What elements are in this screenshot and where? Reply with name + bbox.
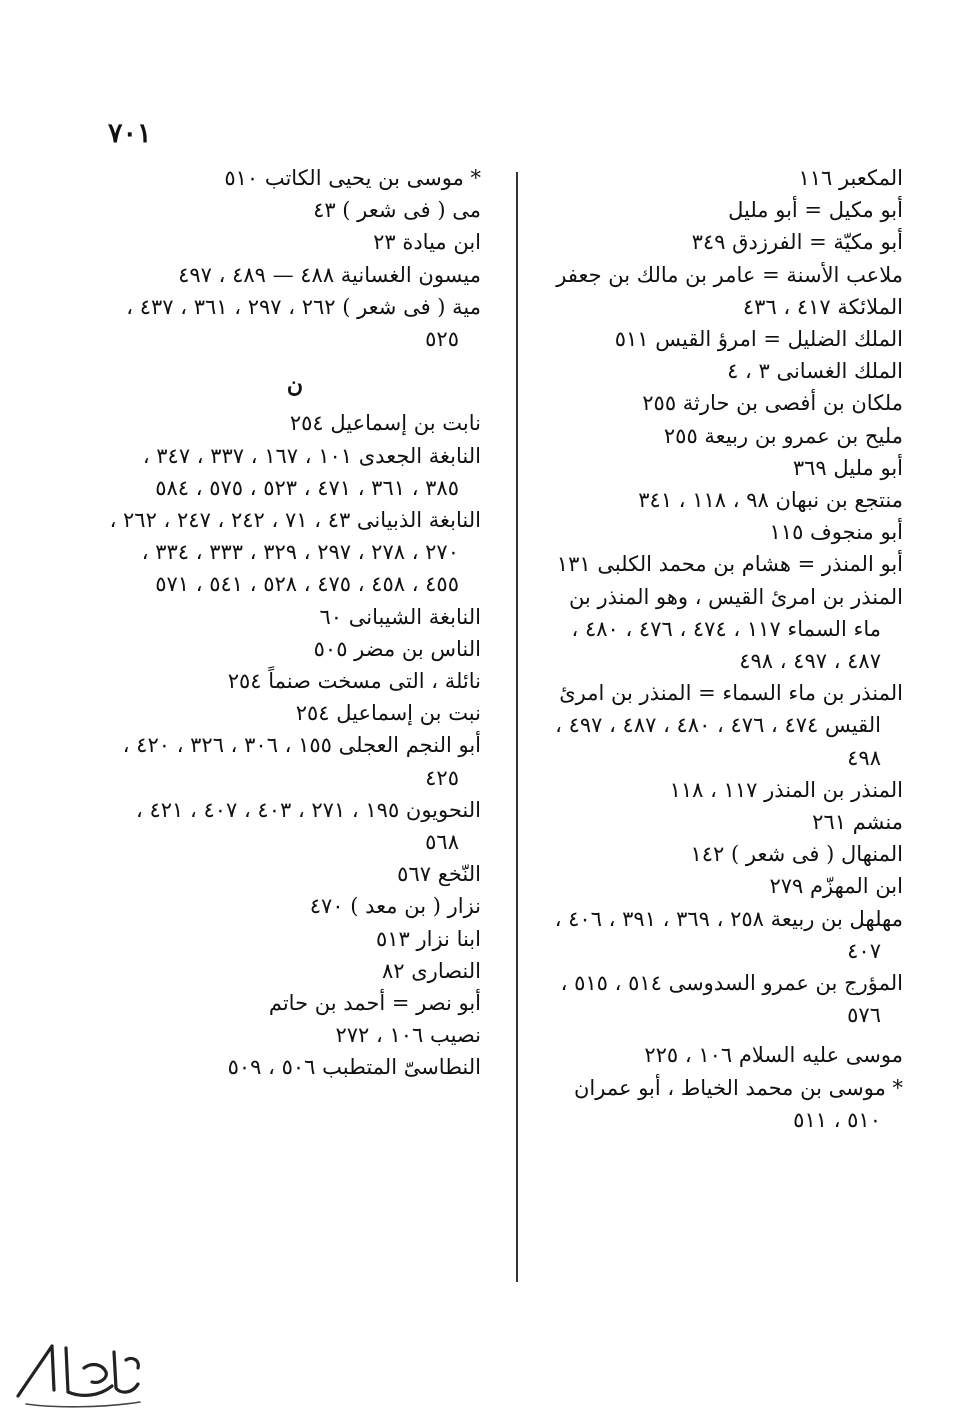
index-entry: مية ( فى شعر ) ٢٦٢ ، ٢٩٧ ، ٣٦١ ، ٤٣٧ ، ٥٢٥ xyxy=(126,294,481,352)
index-entry: مهلهل بن ربيعة ٢٥٨ ، ٣٦٩ ، ٣٩١ ، ٤٠٦ ، ٤٠٧ xyxy=(554,906,903,963)
index-entry: أبو مكيل = أبو مليل xyxy=(728,198,903,223)
index-entry: نائلة ، التى مسخت صنماً ٢٥٤ xyxy=(227,669,481,694)
index-entry: النحويون ١٩٥ ، ٢٧١ ، ٤٠٣ ، ٤٠٧ ، ٤٢١ ، ٥٦٨ xyxy=(136,797,481,855)
column-divider xyxy=(516,172,518,1282)
index-entry: المنهال ( فى شعر ) ١٤٢ xyxy=(690,842,903,867)
index-entry: النابغة الشيبانى ٦٠ xyxy=(319,604,481,629)
index-entry: أبو منجوف ١١٥ xyxy=(769,520,903,545)
index-entry: المنذر بن المنذر ١١٧ ، ١١٨ xyxy=(669,777,903,802)
index-entry: الناس بن مضر ٥٠٥ xyxy=(313,636,481,661)
index-entry: أبو مليل ٣٦٩ xyxy=(792,455,903,480)
index-entry: المكعبر ١١٦ xyxy=(798,166,903,190)
index-entry: مليح بن عمرو بن ربيعة ٢٥٥ xyxy=(663,423,903,448)
index-entry: ابنا نزار ٥١٣ xyxy=(375,926,481,951)
index-entry: الملك الضليل = امرؤ القيس ٥١١ xyxy=(614,327,903,352)
index-entry: ميسون الغسانية ٤٨٨ — ٤٨٩ ، ٤٩٧ xyxy=(178,262,481,287)
calligraphy-logo xyxy=(8,1338,148,1412)
index-entry: نابت بن إسماعيل ٢٥٤ xyxy=(289,411,481,436)
index-entry: منشم ٢٦١ xyxy=(812,810,903,835)
index-entry: الملك الغسانى ٣ ، ٤ xyxy=(727,359,903,384)
index-entry: ابن ميادة ٢٣ xyxy=(373,230,481,255)
index-entry: المنذر بن امرئ القيس ، وهو المنذر بن ماء السماء ١١٧ ، ٤٧٤ ، ٤٧٦ ، ٤٨٠ ، ٤٨٧ ، ٤٩٧ ، ٤٩٨ xyxy=(568,584,903,674)
index-entry: مى ( فى شعر ) ٤٣ xyxy=(313,198,481,223)
index-entry: المؤرج بن عمرو السدوسى ٥١٤ ، ٥١٥ ، ٥٧٦ xyxy=(560,971,903,1028)
section-letter-heading: ن xyxy=(286,372,304,399)
index-entry: النابغة الذبيانى ٤٣ ، ٧١ ، ٢٤٢ ، ٢٤٧ ، ٢٦٢ ، ٢٧٠ ، ٢٧٨ ، ٢٩٧ ، ٣٢٩ ، ٣٣٣ ، ٣٣٤ ، ٤٥٥ ، ٤٥٨ ، ٤٧٥ ، ٥٢٨ ، ٥٤١ ، ٥٧١ xyxy=(109,508,481,597)
index-entry: أبو مكيّة = الفرزدق ٣٤٩ xyxy=(691,230,903,255)
index-entry: ملكان بن أفصى بن حارثة ٢٥٥ xyxy=(642,391,903,416)
index-entry: النّخع ٥٦٧ xyxy=(397,862,481,887)
index-entry: أبو المنذر = هشام بن محمد الكلبى ١٣١ xyxy=(556,552,903,577)
index-entry: نبت بن إسماعيل ٢٥٤ xyxy=(295,701,481,726)
index-entry: النابغة الجعدى ١٠١ ، ١٦٧ ، ٣٣٧ ، ٣٤٧ ، ٣٨٥ ، ٣٦١ ، ٤٧١ ، ٥٢٣ ، ٥٧٥ ، ٥٨٤ xyxy=(142,443,481,500)
index-entry: * موسى بن محمد الخياط ، أبو عمران ٥١٠ ، ٥١١ xyxy=(574,1075,903,1132)
index-entry: ملاعب الأسنة = عامر بن مالك بن جعفر xyxy=(556,262,903,287)
index-entry: نصيب ١٠٦ ، ٢٧٢ xyxy=(335,1023,481,1048)
index-entry: الملائكة ٤١٧ ، ٤٣٦ xyxy=(742,294,903,319)
index-entry: النطاسىّ المتطبب ٥٠٦ ، ٥٠٩ xyxy=(227,1055,481,1080)
index-entry: أبو نصر = أحمد بن حاتم xyxy=(268,991,481,1016)
index-entry: ابن المهزّم ٢٧٩ xyxy=(769,874,903,899)
index-entry: أبو النجم العجلى ١٥٥ ، ٣٠٦ ، ٣٢٦ ، ٤٢٠ ، ٤٢٥ xyxy=(122,733,481,790)
index-column-right xyxy=(543,162,903,1136)
index-entry: موسى عليه السلام ١٠٦ ، ٢٢٥ xyxy=(644,1043,903,1068)
page-number: ٧٠١ xyxy=(108,118,152,149)
index-entry: منتجع بن نبهان ٩٨ ، ١١٨ ، ٣٤١ xyxy=(638,488,903,513)
index-entry: نزار ( بن معد ) ٤٧٠ xyxy=(309,894,481,919)
index-entry: المنذر بن ماء السماء = المنذر بن امرئ القيس ٤٧٤ ، ٤٧٦ ، ٤٨٠ ، ٤٨٧ ، ٤٩٧ ، ٤٩٨ xyxy=(555,681,903,770)
index-entry: * موسى بن يحيى الكاتب ٥١٠ xyxy=(224,166,481,190)
index-entry: النصارى ٨٢ xyxy=(382,958,481,983)
index-column-left xyxy=(109,162,481,1084)
